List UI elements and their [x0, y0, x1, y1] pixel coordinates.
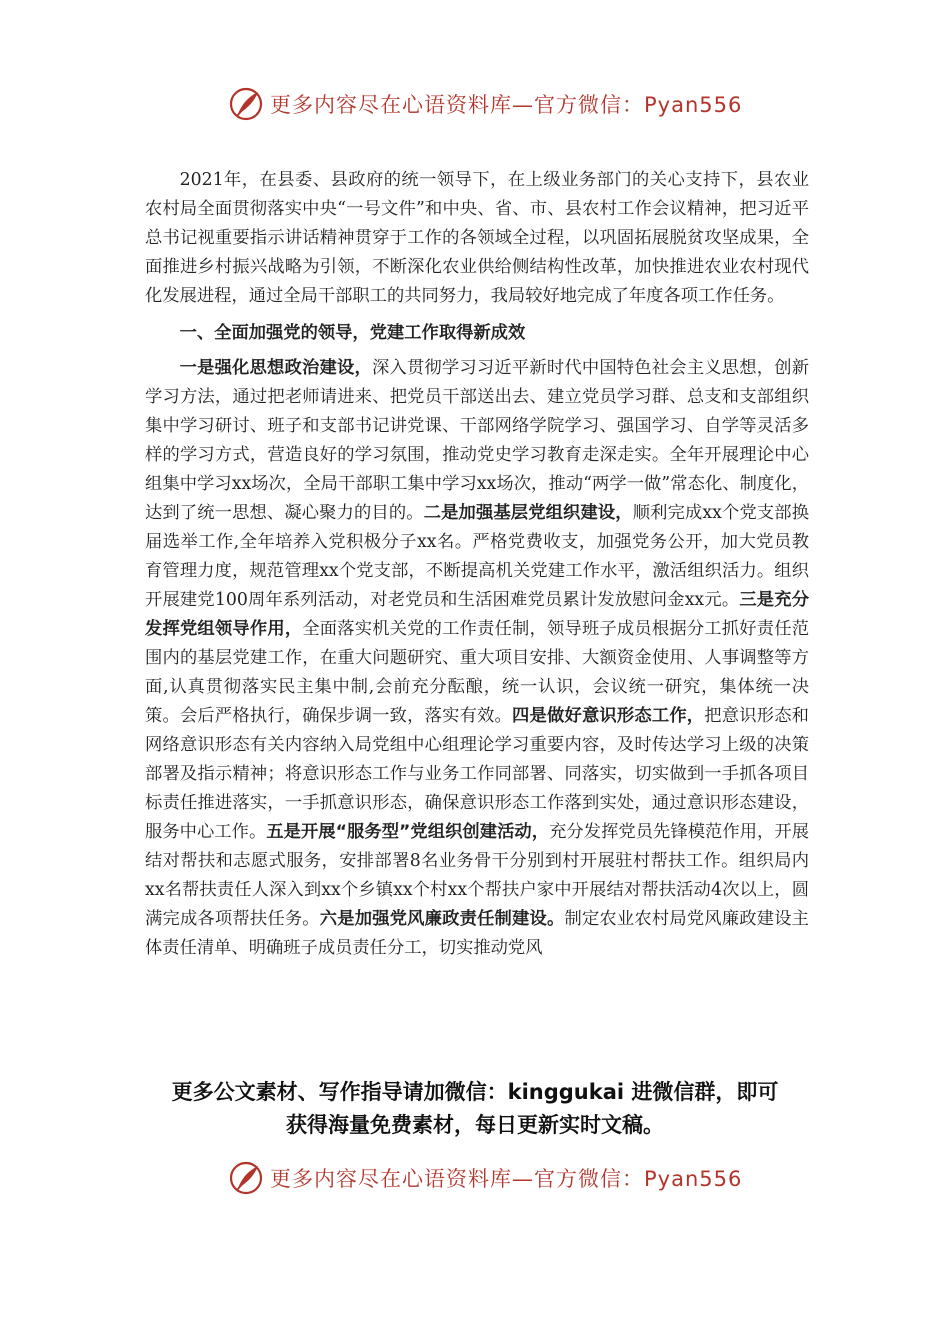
item-text-4: 把意识形态和网络意识形态有关内容纳入局党组中心组理论学习重要内容，及时传达学习上级的决策部署及指示精神；将意识形态工作与业务工作同部署、同落实，切实做到一手抓各项目标责任推进落实，一手抓意识形态，确保意识形态工作落到实处，通过意识形态建设，服务中心工作。: [145, 706, 809, 842]
banner-text: 更多内容尽在心语资料库—官方微信：Pyan556: [270, 93, 743, 117]
section-paragraph: [145, 354, 809, 963]
item-title-1: 一是强化思想政治建设，: [179, 358, 372, 378]
item-text-3: 全面落实机关党的工作责任制，领导班子成员根据分工抓好责任范围内的基层党建工作，在重大问题研究、重大项目安排、大额资金使用、人事调整等方面,认真贯彻落实民主集中制,会前充分酝酿，统一认识，会议统一研究，集体统一决策。会后严格执行，确保步调一致，落实有效。: [145, 619, 809, 726]
promo-line-2: 获得海量免费素材，每日更新实时文稿。: [286, 1113, 664, 1137]
item-title-2: 二是加强基层党组织建设，: [423, 503, 633, 523]
intro-paragraph: 2021年，在县委、县政府的统一领导下，在上级业务部门的关心支持下，县农业农村局全面贯彻落实中央“一号文件”和中央、省、市、县农村工作会议精神，把习近平总书记视重要指示讲话精神贯穿于工作的各领域全过程，以巩固拓展脱贫攻坚成果，全面推进乡村振兴战略为引领，不断深化农业供给侧结构性改革，加快推进农业农村现代化发展进程，通过全局干部职工的共同努力，我局较好地完成了年度各项工作任务。: [145, 170, 809, 306]
section-heading: 一、全面加强党的领导，党建工作取得新成效: [179, 323, 526, 343]
pen-feather-logo-icon: [228, 86, 264, 122]
document-body: [145, 166, 809, 963]
item-title-5: 五是开展“服务型”党组织创建活动，: [266, 822, 550, 842]
promo-line-1: 更多公文素材、写作指导请加微信：kinggukai 进微信群，即可: [171, 1080, 779, 1104]
item-text-1: 深入贯彻学习习近平新时代中国特色社会主义思想，创新学习方法，通过把老师请进来、把党员干部送出去、建立党员学习群、总支和支部组织集中学习研讨、班子和支部书记讲党课、干部网络学院学习、强国学习、自学等灵活多样的学习方式，营造良好的学习氛围，推动党史学习教育走深走实。全年开展理论中心组集中学习xx场次，全局干部职工集中学习xx场次，推动“两学一做”常态化、制度化，达到了统一思想、凝心聚力的目的。: [145, 358, 809, 523]
pen-feather-logo-icon: [228, 1160, 264, 1196]
item-text-5: 充分发挥党员先锋模范作用，开展结对帮扶和志愿式服务，安排部署8名业务骨干分别到村开展驻村帮扶工作。组织局内xx名帮扶责任人深入到xx个乡镇xx个村xx个帮扶户家中开展结对帮扶活动4次以上，圆满完成各项帮扶任务。: [145, 822, 809, 929]
footer-banner: [0, 1156, 950, 1200]
banner-text: 更多内容尽在心语资料库—官方微信：Pyan556: [270, 1167, 743, 1191]
item-text-6: 制定农业农村局党风廉政建设主体责任清单、明确班子成员责任分工，切实推动党风: [145, 909, 809, 958]
item-title-3: 三是充分发挥党组领导作用，: [145, 590, 809, 639]
header-banner: [0, 82, 950, 126]
item-title-4: 四是做好意识形态工作，: [512, 706, 705, 726]
item-text-2: 顺利完成xx个党支部换届选举工作,全年培养入党积极分子xx名。严格党费收支，加强党务公开，加大党员教育管理力度，规范管理xx个党支部，不断提高机关党建工作水平，激活组织活力。组织开展建党100周年系列活动，对老党员和生活困难党员累计发放慰问金xx元。: [145, 503, 809, 610]
item-title-6: 六是加强党风廉政责任制建设。: [319, 909, 565, 929]
promo-block: [120, 1076, 830, 1142]
